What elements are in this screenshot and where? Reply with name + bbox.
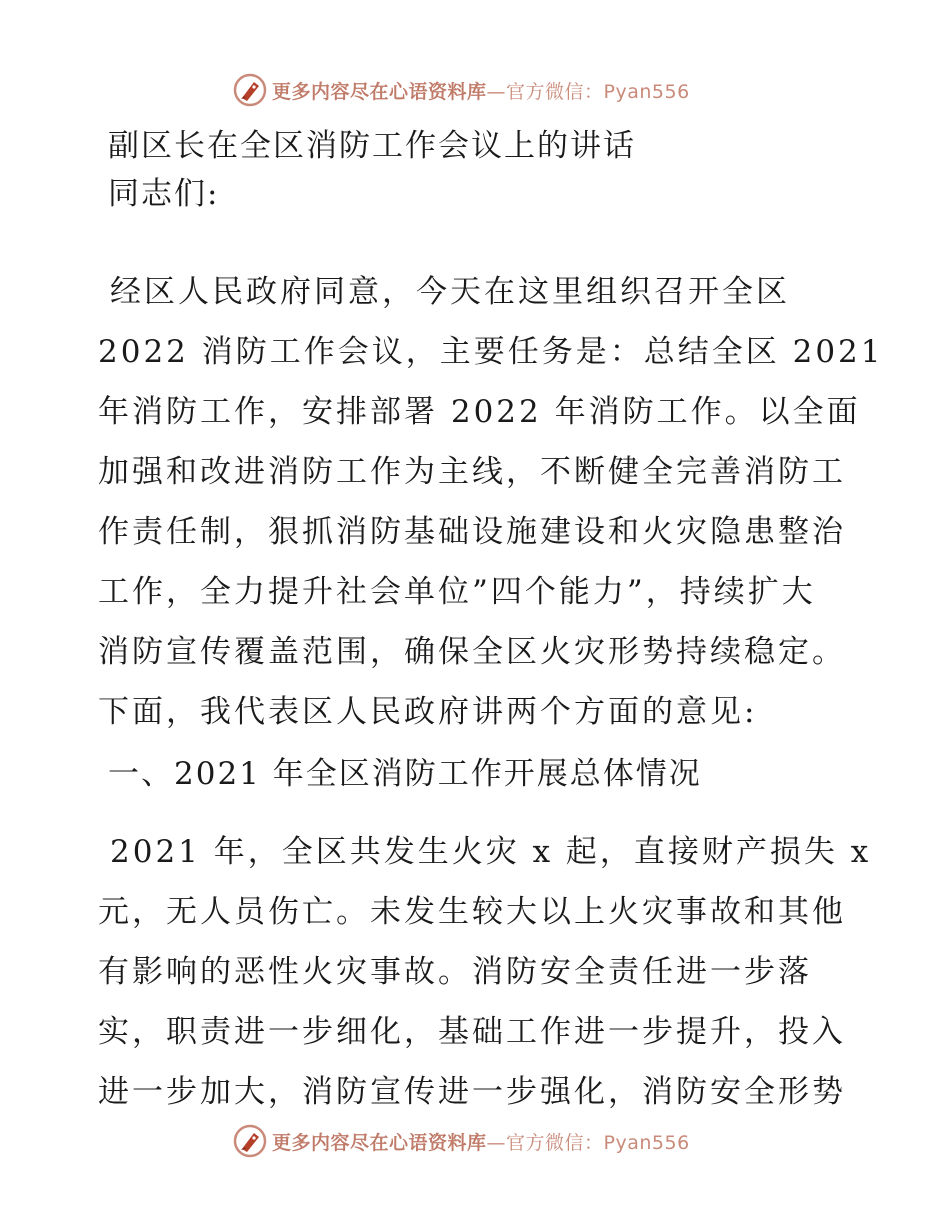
paragraph-line: 工作，全力提升社会单位”四个能力”，持续扩大 (98, 574, 816, 610)
watermark-tail: 官方微信：Pyan556 (506, 80, 690, 103)
watermark-separator: — (486, 1131, 507, 1154)
paragraph-line: 2022 消防工作会议，主要任务是：总结全区 2021 (98, 334, 884, 370)
paragraph-line: 2021 年，全区共发生火灾 x 起，直接财产损失 x (110, 834, 872, 870)
watermark-footer (232, 1123, 752, 1159)
paragraph-line: 元，无人员伤亡。未发生较大以上火灾事故和其他 (98, 894, 846, 930)
paragraph-line: 下面，我代表区人民政府讲两个方面的意见: (98, 694, 758, 730)
section-heading: 一、2021 年全区消防工作开展总体情况 (108, 756, 702, 792)
watermark-text (272, 1128, 690, 1155)
watermark-main: 更多内容尽在心语资料库 (272, 80, 487, 103)
watermark-separator: — (486, 80, 507, 103)
watermark-tail: 官方微信：Pyan556 (506, 1131, 690, 1154)
paragraph-intro (98, 262, 884, 742)
paragraph-line: 经区人民政府同意，今天在这里组织召开全区 (110, 274, 790, 310)
paragraph-line: 消防宣传覆盖范围，确保全区火灾形势持续稳定。 (98, 634, 846, 670)
pen-nib-logo-icon (232, 1123, 268, 1159)
pen-nib-logo-icon (232, 72, 268, 108)
paragraph-line: 有影响的恶性火灾事故。消防安全责任进一步落 (98, 954, 812, 990)
document-title: 副区长在全区消防工作会议上的讲话 (108, 128, 636, 164)
paragraph-overview (98, 822, 872, 1122)
salutation: 同志们: (108, 176, 220, 212)
paragraph-line: 进一步加大，消防宣传进一步强化，消防安全形势 (98, 1074, 846, 1110)
watermark-main: 更多内容尽在心语资料库 (272, 1131, 487, 1154)
watermark-header (232, 72, 752, 108)
paragraph-line: 年消防工作，安排部署 2022 年消防工作。以全面 (98, 394, 861, 430)
paragraph-line: 加强和改进消防工作为主线，不断健全完善消防工 (98, 454, 846, 490)
watermark-text (272, 77, 690, 104)
paragraph-line: 作责任制，狠抓消防基础设施建设和火灾隐患整治 (98, 514, 846, 550)
paragraph-line: 实，职责进一步细化，基础工作进一步提升，投入 (98, 1014, 846, 1050)
